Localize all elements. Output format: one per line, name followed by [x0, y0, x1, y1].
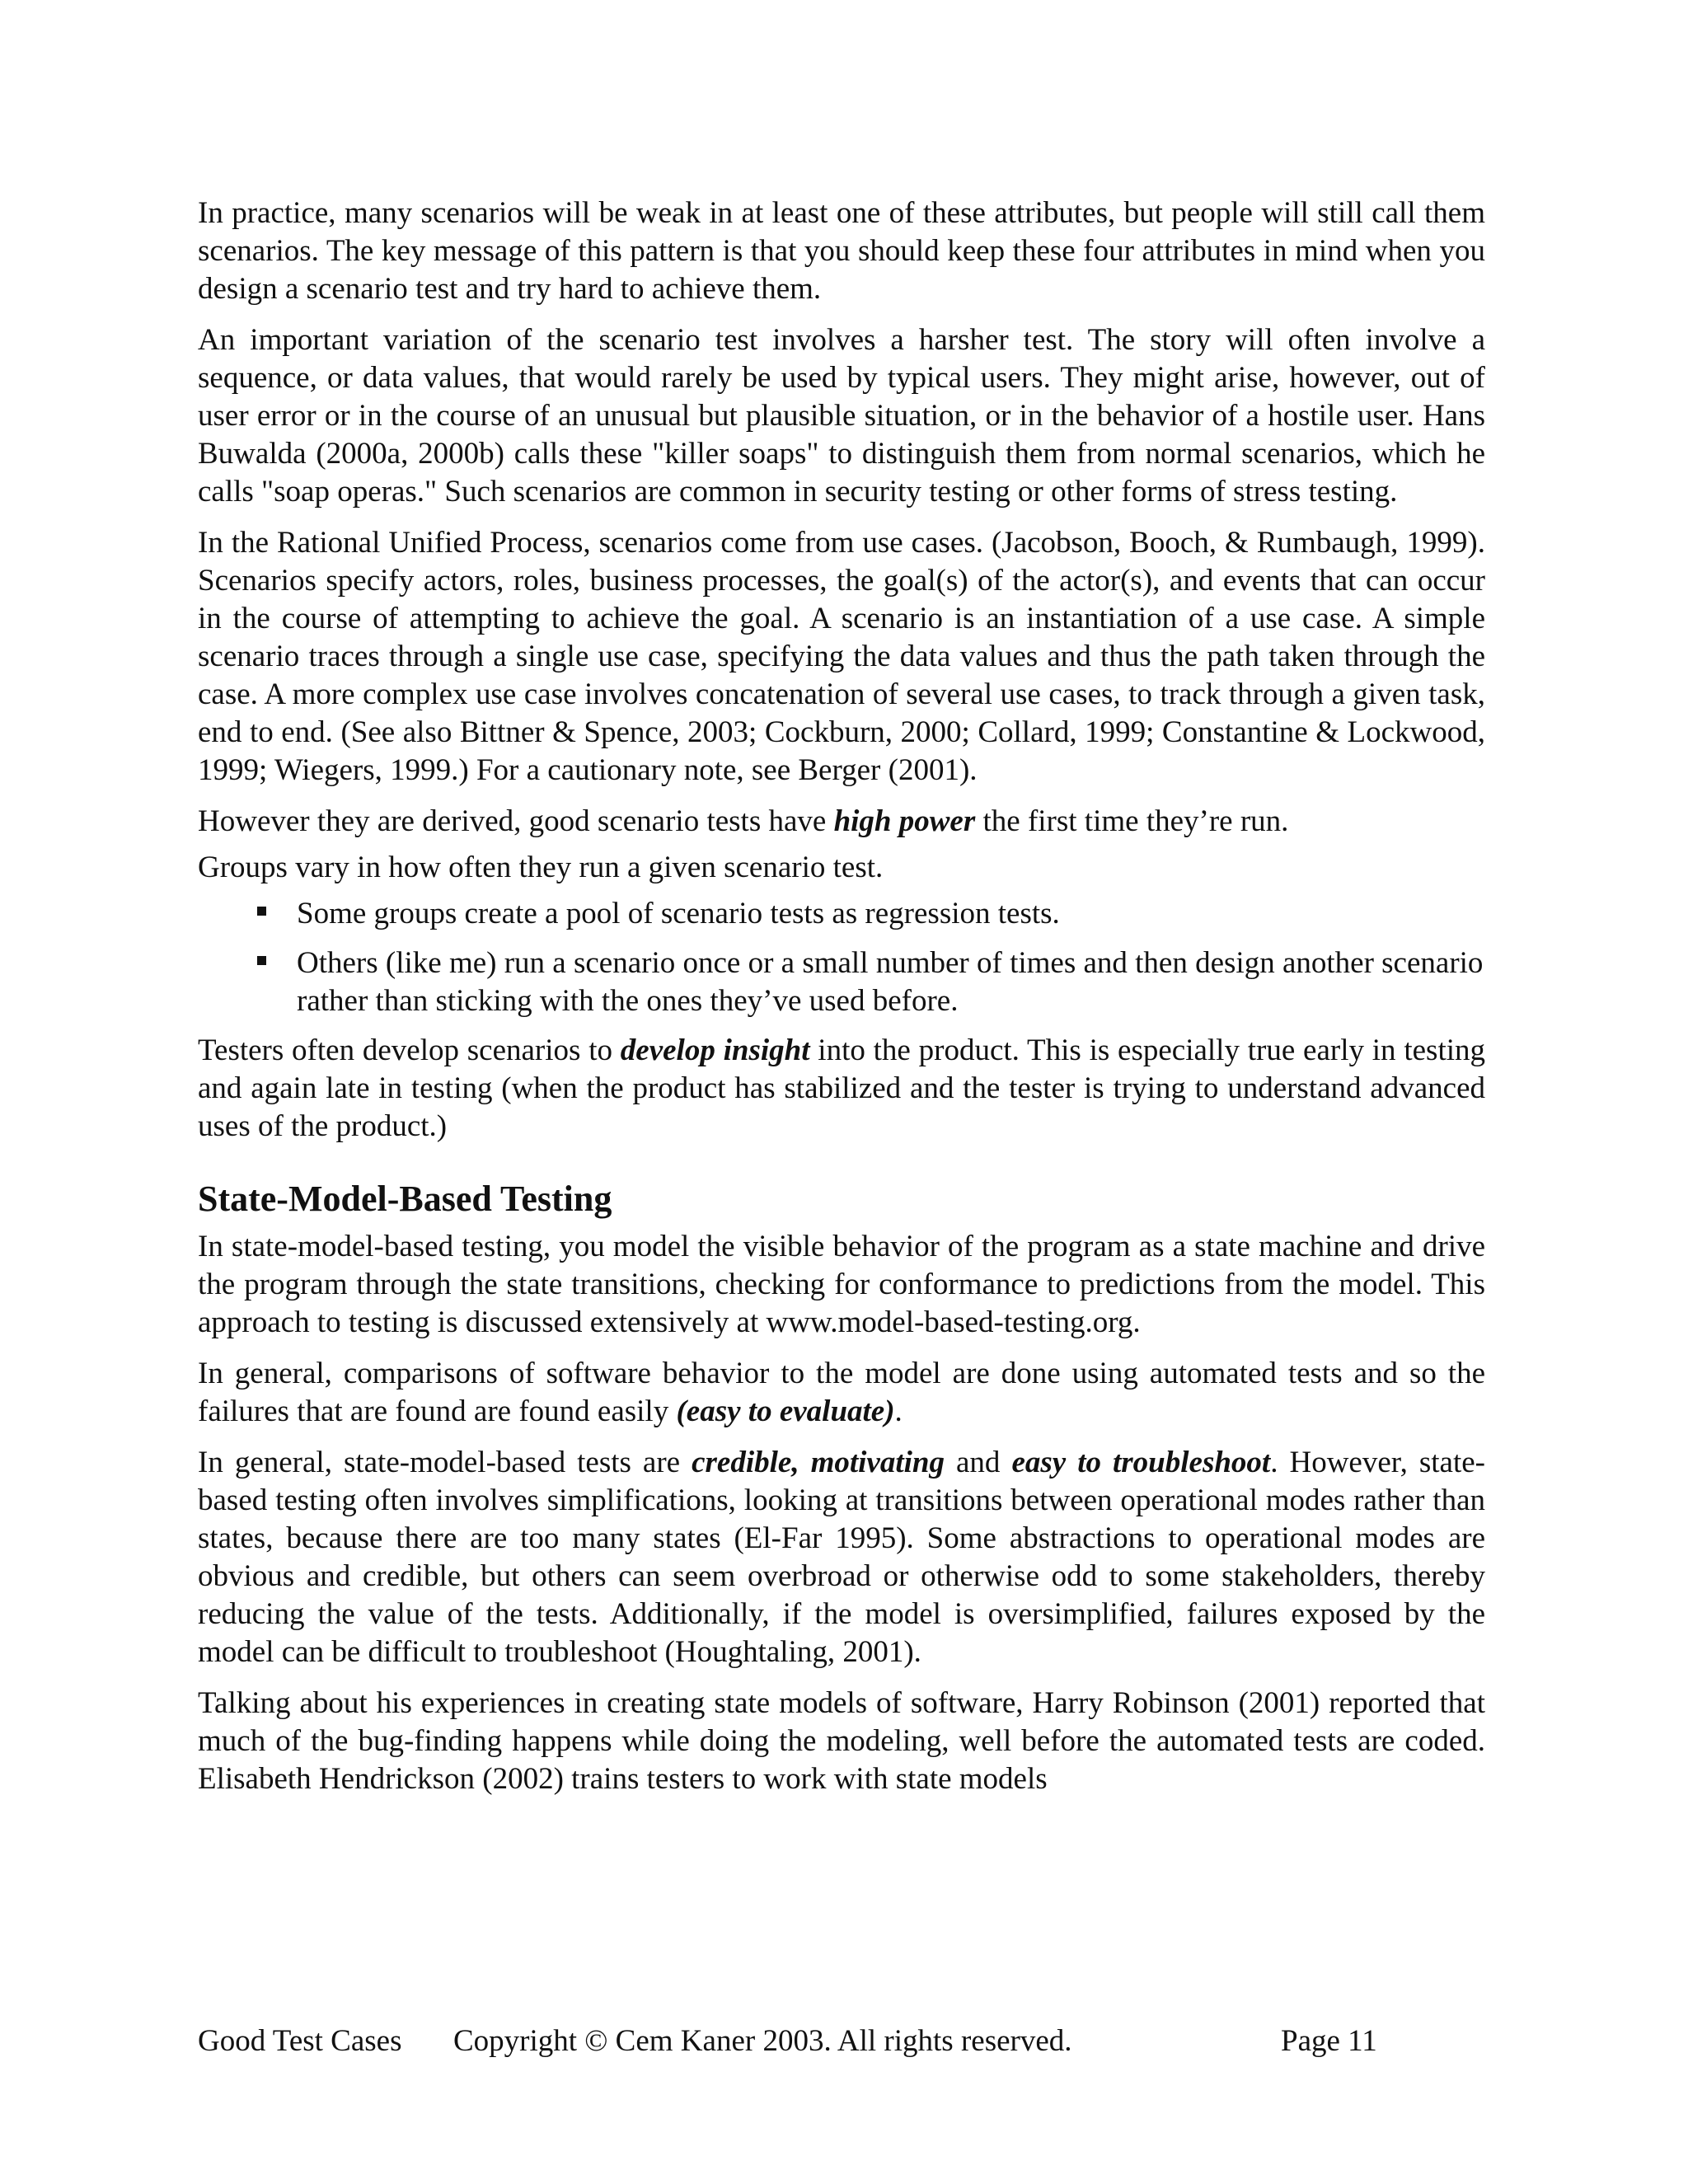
emphasis-develop-insight: develop insight	[620, 1033, 810, 1067]
footer-document-title: Good Test Cases	[198, 2024, 402, 2058]
text-run: However they are derived, good scenario tests have	[198, 804, 834, 838]
text-run: into the product. This is especially true early in testing and again late in testing (when the product has stabilized and the tester is trying to understand advanced uses of the product.)	[198, 1033, 1486, 1143]
square-bullet-icon	[257, 907, 266, 916]
paragraph-state-model-intro: In state-model-based testing, you model the visible behavior of the program as a state machine and drive the program through the state transitions, checking for conformance to predictions from the model. This approach to testing is discussed extensively at www.model-based-testing.org.	[198, 1230, 1485, 1339]
page-body	[198, 194, 1485, 1811]
emphasis-credible-motivating: credible, motivating	[692, 1446, 945, 1479]
paragraph-easy-to-evaluate	[198, 1355, 1485, 1431]
bullet-list	[198, 895, 1485, 1020]
section-heading: State-Model-Based Testing	[198, 1179, 612, 1219]
emphasis-easy-to-evaluate: (easy to evaluate)	[676, 1394, 895, 1428]
paragraph-killer-soaps: An important variation of the scenario test involves a harsher test. The story will often involve a sequence, or data values, that would rarely be used by typical users. They might arise, however, out of user error or in the course of an unusual but plausible situation, or in the behavior of a hostile user. Hans Buwalda (2000a, 2000b) calls these "killer soaps" to distinguish them from normal scenarios, which he calls "soap operas." Such scenarios are common in security testing or other forms of stress testing.	[198, 323, 1485, 509]
text-run: Testers often develop scenarios to	[198, 1033, 621, 1067]
paragraph-rational-unified-process: In the Rational Unified Process, scenarios come from use cases. (Jacobson, Booch, & Rumbaugh, 1999). Scenarios specify actors, roles, business processes, the goal(s) of the actor(s), and events that can occur in the course of attempting to achieve the goal. A scenario is an instantiation of a use case. A simple scenario traces through a single use case, specifying the data values and thus the path taken through the case. A more complex use case involves concatenation of several use cases, to track through a given task, end to end. (See also Bittner & Spence, 2003; Cockburn, 2000; Collard, 1999; Constantine & Lockwood, 1999; Wiegers, 1999.) For a cautionary note, see Berger (2001).	[198, 526, 1485, 787]
list-item-text: Others (like me) run a scenario once or a small number of times and then design another scenario rather than sticking with the ones they’ve used before.	[297, 946, 1484, 1018]
paragraph-harry-robinson: Talking about his experiences in creating state models of software, Harry Robinson (2001) reported that much of the bug-finding happens while doing the modeling, well before the automated tests are coded. Elisabeth Hendrickson (2002) trains testers to work with state models	[198, 1686, 1485, 1796]
text-run: and	[945, 1446, 1012, 1479]
paragraph-high-power	[198, 803, 1485, 841]
text-run: .	[894, 1394, 903, 1428]
text-run: In general, state-model-based tests are	[198, 1446, 692, 1479]
text-run: In general, comparisons of software behavior to the model are done using automated tests and so the failures that are found are found easily	[198, 1357, 1485, 1428]
paragraph-groups-vary: Groups vary in how often they run a given scenario test.	[198, 851, 884, 884]
list-item	[198, 895, 1485, 933]
footer-copyright: Copyright © Cem Kaner 2003. All rights reserved.	[453, 2024, 1072, 2058]
list-item	[198, 944, 1485, 1020]
paragraph-develop-insight	[198, 1032, 1485, 1146]
emphasis-high-power: high power	[833, 804, 976, 838]
footer-page-number: Page 11	[1281, 2024, 1377, 2058]
paragraph-credible-motivating	[198, 1444, 1485, 1671]
emphasis-easy-to-troubleshoot: easy to troubleshoot	[1011, 1446, 1271, 1479]
list-item-text: Some groups create a pool of scenario tests as regression tests.	[297, 897, 1060, 930]
text-run: . However, state-based testing often involves simplifications, looking at transitions between operational modes rather than states, because there are too many states (El-Far 1995). Some abstractions to operational modes are obvious and credible, but others can seem overbroad or otherwise odd to some stakeholders, thereby reducing the value of the tests. Additionally, if the model is oversimplified, failures exposed by the model can be difficult to troubleshoot (Houghtaling, 2001).	[198, 1446, 1485, 1669]
text-run: the first time they’re run.	[975, 804, 1289, 838]
paragraph-scenario-attributes: In practice, many scenarios will be weak in at least one of these attributes, but people will still call them scenarios. The key message of this pattern is that you should keep these four attributes in mind when you design a scenario test and try hard to achieve them.	[198, 196, 1485, 306]
square-bullet-icon	[257, 956, 266, 965]
